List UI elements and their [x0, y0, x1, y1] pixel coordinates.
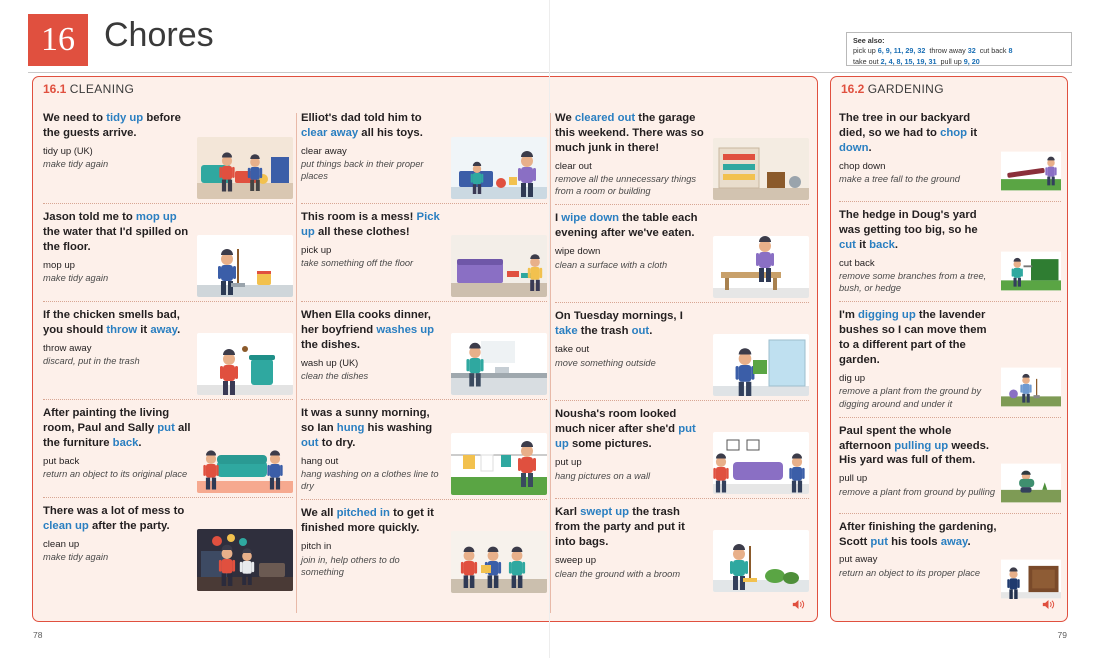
entry-text	[43, 210, 293, 284]
sentence-text: before the guests arrive.	[43, 112, 181, 139]
entry-text	[839, 308, 1061, 409]
phrasal-verb-highlight: washes up	[376, 323, 435, 336]
sentence-text: .	[177, 323, 181, 336]
example-sentence	[43, 308, 191, 338]
definition: make tidy again	[43, 552, 109, 563]
sentence-text: the dishes.	[301, 338, 361, 351]
headword: hang out	[301, 455, 339, 467]
definition: take something off the floor	[301, 258, 414, 269]
sentence-text: This room is a mess!	[301, 211, 417, 223]
entry-text	[43, 308, 293, 367]
example-sentence	[555, 309, 707, 339]
definition: remove all the unnecessary things from a room or building	[555, 174, 697, 197]
sentence-text: .	[868, 141, 872, 154]
entry-text	[301, 406, 547, 492]
example-sentence	[839, 208, 997, 253]
phrasal-verb-highlight: chop	[940, 126, 968, 139]
headword: chop down	[839, 160, 886, 172]
phrasal-verb-entry	[839, 201, 1061, 301]
entry-text	[555, 111, 809, 197]
see-also-refs[interactable]: 32	[967, 46, 976, 56]
sentence-text: .	[138, 436, 142, 449]
sentence-text: We need to	[43, 112, 107, 124]
sentence-text: When Ella cooks dinner, her boyfriend	[301, 309, 431, 336]
definition: remove some branches from a tree, bush, or hedge	[839, 271, 987, 294]
headword: cut back	[839, 257, 875, 269]
sentence-text: .	[649, 325, 653, 338]
sentence-text: There was a lot of mess to	[43, 505, 185, 517]
example-sentence	[43, 210, 191, 255]
phrasal-verb-entry	[555, 105, 809, 204]
sentence-text: The hedge in Doug's yard was getting too big, so he	[839, 209, 978, 236]
sentence-text: We	[555, 112, 575, 124]
see-also-lines	[853, 46, 1065, 67]
sentence-text: The tree in our backyard died, so we had to	[839, 112, 971, 139]
definition: put things back in their proper places	[301, 159, 424, 182]
phrasal-verb-highlight: wipe down	[561, 212, 620, 225]
example-sentence	[301, 308, 445, 353]
definition: return an object to its proper place	[839, 567, 981, 578]
entry-text	[839, 208, 1061, 294]
column-divider	[550, 113, 551, 613]
phrasal-verb-entry	[43, 497, 293, 595]
entry-text	[555, 505, 809, 579]
sentence-text: after the party.	[88, 519, 170, 532]
headword: tidy up (UK)	[43, 145, 93, 157]
phrasal-verb-highlight: away	[940, 535, 968, 548]
see-also-line	[853, 46, 1065, 56]
sentence-text: I	[555, 212, 562, 225]
phrasal-verb-highlight: pitched in	[336, 507, 390, 520]
sentence-text: .	[967, 535, 971, 548]
sentence-text: I'm	[839, 309, 859, 322]
phrasal-verb-highlight: cut	[839, 238, 856, 251]
see-also-refs[interactable]: 8	[1008, 46, 1013, 56]
phrasal-verb-highlight: take	[555, 325, 578, 338]
see-also-box	[846, 32, 1072, 66]
entry-column-2	[301, 105, 547, 597]
page-number-right: 79	[1057, 630, 1067, 640]
sentence-text: After finishing the gardening, Scott	[839, 520, 997, 548]
sentence-text: the water that I'd spilled on the floor.	[43, 225, 189, 253]
phrasal-verb-entry	[43, 301, 293, 399]
example-sentence	[555, 407, 707, 452]
example-sentence	[555, 211, 707, 241]
definition: discard, put in the trash	[43, 356, 140, 367]
phrasal-verb-entry	[43, 399, 293, 497]
header-divider	[28, 72, 1072, 73]
section-cleaning	[32, 76, 818, 622]
sentence-text: Paul spent the whole afternoon	[839, 424, 952, 452]
entry-column-1	[43, 105, 293, 595]
headword: wash up (UK)	[301, 357, 359, 369]
entry-text	[839, 111, 1061, 185]
example-sentence	[43, 406, 191, 451]
sentence-text: the table each evening after we've eaten.	[555, 212, 698, 240]
sentence-text: Nousha's room looked much nicer after she'd	[555, 408, 679, 436]
see-also-refs[interactable]: 9, 20	[963, 56, 980, 66]
definition: remove a plant from the ground by digging around and under it	[839, 386, 982, 409]
page-spine	[549, 0, 550, 658]
phrasal-verb-highlight: swept up	[580, 506, 630, 519]
phrasal-verb-entry	[555, 400, 809, 498]
entry-column-gardening	[839, 105, 1061, 609]
page-number-left: 78	[33, 630, 43, 640]
example-sentence	[301, 210, 445, 240]
page-title: Chores	[104, 16, 214, 54]
sentence-text: the garage this weekend. There was so much junk in there!	[555, 112, 704, 154]
see-also-refs[interactable]: 6, 9, 11, 29, 32	[877, 46, 926, 56]
sentence-text: Karl	[555, 506, 581, 519]
entry-text	[555, 407, 809, 481]
sentence-text: the trash from the party and put it into bags.	[555, 506, 685, 549]
see-also-term: throw away	[929, 46, 968, 56]
sentence-text: it	[855, 238, 870, 251]
sentence-text: Elliot's dad told him to	[301, 112, 422, 124]
phrasal-verb-highlight: back	[112, 436, 139, 449]
phrasal-verb-highlight: put	[870, 535, 888, 548]
headword: wipe down	[555, 246, 601, 258]
example-sentence	[301, 111, 445, 141]
definition: join in, help others to do something	[301, 554, 400, 577]
phrasal-verb-highlight: back	[869, 238, 895, 251]
see-also-term: pick up	[853, 46, 878, 56]
sentence-text: On Tuesday mornings, I	[555, 310, 683, 323]
sentence-text: all his toys.	[358, 126, 423, 139]
phrasal-verb-entry	[301, 203, 547, 301]
sentence-text: We all	[301, 507, 337, 520]
definition: return an object to its original place	[43, 469, 188, 480]
sentence-text: it	[137, 323, 151, 336]
sentence-text: If the chicken smells bad, you should	[43, 309, 180, 336]
definition: remove a plant from ground by pulling	[839, 486, 996, 497]
phrasal-verb-highlight: clean up	[43, 519, 89, 532]
see-also-line	[853, 57, 1065, 67]
phrasal-verb-entry	[301, 301, 547, 399]
phrasal-verb-entry	[301, 399, 547, 499]
headword: pick up	[301, 244, 332, 256]
phrasal-verb-entry	[555, 302, 809, 400]
definition: make a tree fall to the ground	[839, 174, 960, 185]
example-sentence	[301, 506, 445, 536]
phrasal-verb-highlight: put	[157, 421, 175, 434]
phrasal-verb-highlight: away	[150, 323, 178, 336]
entry-text	[555, 211, 809, 270]
example-sentence	[555, 505, 707, 550]
sentence-text: the lavender bushes so I can move them to a different part of the garden.	[839, 309, 987, 367]
section-name: GARDENING	[867, 82, 944, 96]
headword: dig up	[839, 372, 866, 384]
definition: make tidy again	[43, 273, 109, 284]
phrasal-verb-highlight: tidy up	[106, 112, 144, 124]
phrasal-verb-entry	[839, 513, 1061, 609]
headword: pull up	[839, 473, 868, 485]
definition: make tidy again	[43, 159, 109, 170]
sentence-text: to get it finished more quickly.	[301, 507, 434, 535]
sentence-text: weeds. His yard was full of them.	[839, 439, 990, 467]
definition: clean a surface with a cloth	[555, 259, 668, 270]
entry-text	[839, 424, 1061, 498]
phrasal-verb-highlight: down	[839, 141, 869, 154]
example-sentence	[43, 111, 191, 141]
sentence-text: .	[894, 238, 899, 251]
definition: clean the dishes	[301, 371, 369, 382]
phrasal-verb-entry	[301, 499, 547, 597]
phrasal-verb-highlight: put up	[555, 423, 696, 451]
example-sentence	[43, 504, 191, 534]
definition: clean the ground with a broom	[555, 568, 681, 579]
section-number: 16.2	[841, 82, 865, 96]
audio-icon[interactable]	[1042, 598, 1055, 611]
example-sentence	[301, 406, 445, 451]
sentence-text: it	[967, 126, 978, 139]
phrasal-verb-highlight: clear away	[301, 126, 359, 139]
section-gardening-header	[831, 77, 1067, 103]
definition: hang pictures on a wall	[555, 470, 651, 481]
phrasal-verb-highlight: throw	[106, 323, 138, 336]
example-sentence	[839, 520, 997, 550]
phrasal-verb-entry	[43, 203, 293, 301]
column-divider	[296, 113, 297, 613]
phrasal-verb-entry	[301, 105, 547, 203]
sentence-text: to dry.	[318, 436, 356, 449]
phrasal-verb-entry	[839, 301, 1061, 416]
example-sentence	[839, 308, 997, 368]
headword: clear away	[301, 145, 347, 157]
phrasal-verb-entry	[839, 417, 1061, 513]
entry-text	[301, 506, 547, 577]
phrasal-verb-highlight: Pick up	[301, 211, 440, 238]
headword: throw away	[43, 342, 92, 354]
phrasal-verb-entry	[839, 105, 1061, 201]
headword: clean up	[43, 538, 80, 550]
sentence-text: some pictures.	[568, 438, 652, 451]
sentence-text: the trash	[577, 325, 632, 338]
headword-region-note: (UK)	[71, 145, 93, 156]
headword: clear out	[555, 160, 592, 172]
entry-text	[555, 309, 809, 368]
phrasal-verb-highlight: pulling up	[894, 439, 949, 452]
chapter-number: 16	[28, 14, 88, 66]
headword: put back	[43, 455, 80, 467]
section-gardening	[830, 76, 1068, 622]
definition: move something outside	[555, 357, 656, 368]
sentence-text: all these clothes!	[314, 225, 410, 238]
see-also-term: take out	[853, 56, 881, 66]
headword: mop up	[43, 259, 75, 271]
phrasal-verb-entry	[555, 498, 809, 596]
sentence-text: After painting the living room, Paul and Sally	[43, 407, 170, 434]
phrasal-verb-entry	[43, 105, 293, 203]
sentence-text: It was a sunny morning, so Ian	[301, 407, 430, 434]
phrasal-verb-entry	[555, 204, 809, 302]
entry-text	[43, 111, 293, 170]
entry-text	[43, 406, 293, 480]
section-cleaning-header	[33, 77, 817, 103]
headword: pitch in	[301, 541, 332, 553]
sentence-text: his washing	[364, 421, 433, 434]
sentence-text: all the furniture	[43, 421, 191, 449]
sentence-text: his tools	[887, 535, 941, 548]
see-also-term: cut back	[979, 46, 1009, 56]
example-sentence	[555, 111, 707, 156]
see-also-title: See also:	[853, 36, 885, 45]
phrasal-verb-highlight: cleared out	[574, 112, 636, 124]
entry-text	[43, 504, 293, 563]
headword: put away	[839, 554, 878, 566]
headword: sweep up	[555, 555, 597, 567]
audio-icon[interactable]	[792, 598, 805, 611]
see-also-term: pull up	[940, 56, 964, 66]
phrasal-verb-highlight: hung	[336, 421, 365, 434]
entry-column-3	[555, 105, 809, 596]
entry-text	[839, 520, 1061, 579]
phrasal-verb-highlight: mop up	[135, 211, 177, 223]
phrasal-verb-highlight: out	[301, 436, 319, 449]
entry-text	[301, 111, 547, 182]
phrasal-verb-highlight: digging up	[858, 309, 916, 322]
phrasal-verb-highlight: out	[631, 325, 650, 338]
headword: put up	[555, 457, 582, 469]
example-sentence	[839, 424, 997, 469]
section-name: CLEANING	[69, 82, 135, 96]
headword-region-note: (UK)	[336, 357, 359, 368]
entry-text	[301, 308, 547, 382]
section-number: 16.1	[43, 82, 67, 96]
entry-text	[301, 210, 547, 269]
headword: take out	[555, 344, 590, 356]
see-also-refs[interactable]: 2, 4, 8, 15, 19, 31	[880, 56, 937, 66]
sentence-text: Jason told me to	[43, 211, 136, 223]
definition: hang washing on a clothes line to dry	[301, 469, 439, 492]
example-sentence	[839, 111, 997, 156]
